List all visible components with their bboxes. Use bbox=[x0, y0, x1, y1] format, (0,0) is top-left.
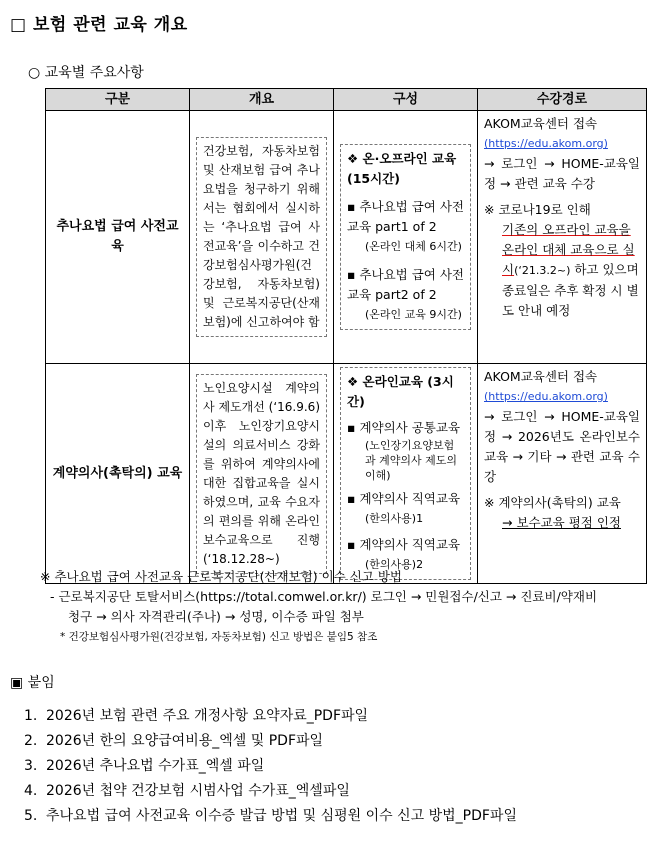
table-header-row bbox=[46, 89, 647, 111]
row2-composition bbox=[340, 367, 471, 580]
row2-item-1: ▪ 계약의사 공통교육 bbox=[347, 420, 461, 435]
row1-route-note bbox=[484, 220, 640, 321]
page-title: □ 보험 관련 교육 개요 bbox=[10, 15, 188, 35]
row2-composition-cell bbox=[334, 364, 478, 584]
header-composition: 구성 bbox=[334, 89, 478, 111]
row1-route-link[interactable]: (https://edu.akom.org) bbox=[484, 137, 608, 150]
education-table bbox=[45, 88, 647, 584]
row1-route-a: AKOM교육센터 접속 bbox=[484, 116, 598, 131]
row1-route-cell bbox=[478, 111, 647, 364]
list-item: 5. 추나요법 급여 사전교육 이수증 발급 방법 및 심평원 이수 신고 방법_PDF파일 bbox=[24, 808, 517, 824]
attachments-title: ▣ 붙임 bbox=[10, 675, 55, 691]
list-item: 2. 2026년 한의 요양급여비용_엑셀 및 PDF파일 bbox=[24, 733, 324, 749]
row1-overview: 건강보험, 자동차보험 및 산재보험 급여 추나요법을 청구하기 위해서는 협회에서 실시하는 ‘추나요법 급여 사전교육’을 이수하고 건강보험심사평가원(건강보험, 자동차보험) 및 근로복지공단(산재보험)에 신고하여야 함 bbox=[196, 137, 327, 337]
row2-overview-cell bbox=[190, 364, 334, 584]
list-item: 1. 2026년 보험 관련 주요 개정사항 요약자료_PDF파일 bbox=[24, 708, 369, 724]
attachments-list bbox=[24, 704, 517, 829]
row1-route-note-tail: 하고 있으며 종료일은 추후 확정 시 별도 안내 예정 bbox=[502, 262, 639, 318]
notes-block bbox=[38, 567, 648, 647]
header-route: 수강경로 bbox=[478, 89, 647, 111]
row2-route-note-tail: → 보수교육 평점 인정 bbox=[502, 515, 621, 530]
row1-composition-head: ❖ 온·오프라인 교육 (15시간) bbox=[347, 151, 457, 186]
note-line-3: 청구 → 의사 자격관리(주나) → 성명, 이수증 파일 첨부 bbox=[68, 609, 364, 624]
row1-composition bbox=[340, 144, 471, 330]
section-subtitle: ○ 교육별 주요사항 bbox=[28, 65, 144, 81]
note-line-1: ※ 추나요법 급여 사전교육 근로복지공단(산재보험) 이수 신고 방법 bbox=[40, 569, 402, 584]
row2-route-b: → 로그인 → HOME-교육일정 → 2026년도 온라인보수교육 → 기타 → 관련 교육 수강 bbox=[484, 409, 640, 484]
row2-item-2-note: (한의사용)1 bbox=[365, 512, 424, 525]
row2-item-1-note: (노인장기요양보험과 계약의사 제도의 이해) bbox=[365, 439, 458, 482]
row1-overview-cell bbox=[190, 111, 334, 364]
row2-route-link[interactable]: (https://edu.akom.org) bbox=[484, 390, 608, 403]
row1-route-note-red: 기존의 오프라인 교육을 온라인 대체 교육으로 실시 bbox=[502, 222, 635, 277]
note-line-4: * 건강보험심사평가원(건강보험, 자동차보험) 신고 방법은 붙임5 참조 bbox=[60, 631, 378, 643]
row1-composition-cell bbox=[334, 111, 478, 364]
row2-item-3: ▪ 계약의사 직역교육 bbox=[347, 537, 461, 552]
header-category: 구분 bbox=[46, 89, 190, 111]
row1-item-2-note: (온라인 교육 9시간) bbox=[365, 308, 462, 321]
row2-route-note-lead: ※ 계약의사(촉탁의) 교육 bbox=[484, 495, 621, 510]
row2-overview: 노인요양시설 계약의사 제도개선 (‘16.9.6) 이후 노인장기요양시설의 의료서비스 강화를 위하여 계약의사에 대한 집합교육을 실시하였으며, 교육 수요자의 편의를 위해 온라인 보수교육으로 진행 (‘18.12.28~) bbox=[196, 374, 327, 574]
row1-route-note-date: (‘21.3.2~) bbox=[514, 264, 571, 277]
row1-item-2: ▪ 추나요법 급여 사전교육 part2 of 2 bbox=[347, 267, 464, 302]
row2-item-2: ▪ 계약의사 직역교육 bbox=[347, 491, 461, 506]
header-overview: 개요 bbox=[190, 89, 334, 111]
row1-route-note-lead: ※ 코로나19로 인해 bbox=[484, 202, 591, 217]
row1-item-1: ▪ 추나요법 급여 사전교육 part1 of 2 bbox=[347, 199, 464, 234]
row1-route-b: → 로그인 → HOME-교육일정 → 관련 교육 수강 bbox=[484, 156, 640, 191]
row2-category: 계약의사(촉탁의) 교육 bbox=[46, 364, 190, 584]
note-line-2: - 근로복지공단 토탈서비스(https://total.comwel.or.kr/) 로그인 → 민원접수/신고 → 진료비/약재비 bbox=[50, 589, 598, 604]
row2-route-cell bbox=[478, 364, 647, 584]
row1-item-1-note: (온라인 대체 6시간) bbox=[365, 240, 462, 253]
list-item: 4. 2026년 첩약 건강보험 시범사업 수가표_엑셀파일 bbox=[24, 783, 350, 799]
row2-composition-head: ❖ 온라인교육 (3시간) bbox=[347, 374, 454, 409]
table-row bbox=[46, 111, 647, 364]
row2-route-a: AKOM교육센터 접속 bbox=[484, 369, 598, 384]
table-row bbox=[46, 364, 647, 584]
row1-category: 추나요법 급여 사전교육 bbox=[46, 111, 190, 364]
list-item: 3. 2026년 추나요법 수가표_엑셀 파일 bbox=[24, 758, 265, 774]
row2-item-3-note: (한의사용)2 bbox=[365, 558, 424, 571]
